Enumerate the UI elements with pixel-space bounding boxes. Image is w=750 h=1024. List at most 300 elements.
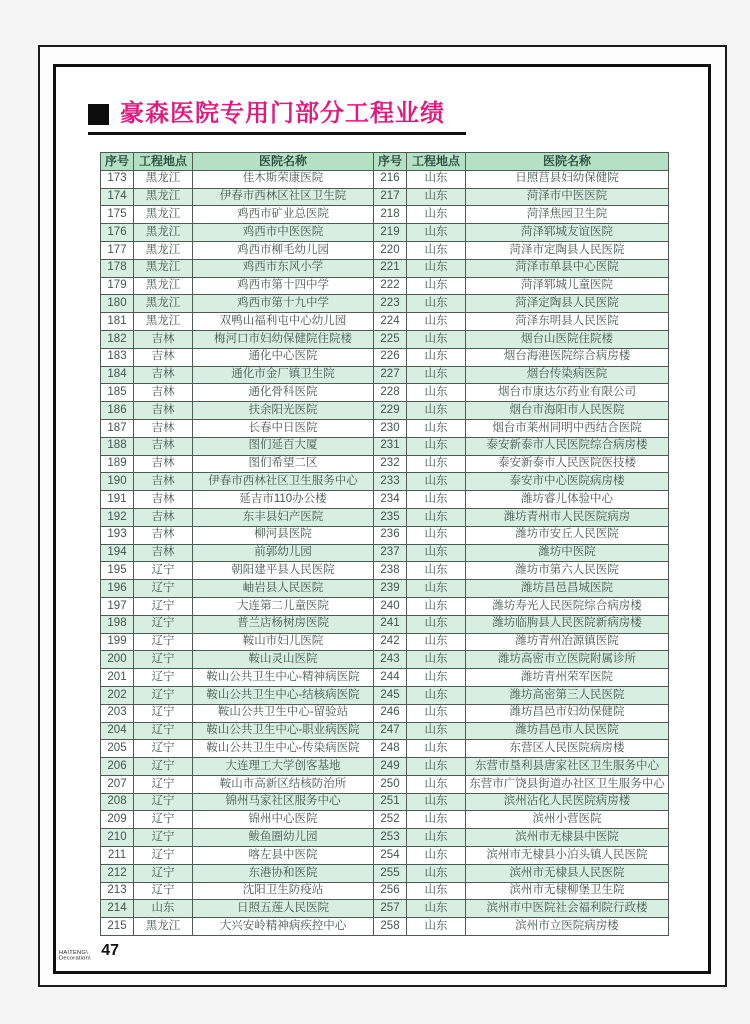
- location-cell: 辽宁: [134, 882, 193, 900]
- seq-cell: 249: [374, 758, 407, 776]
- location-cell: 黑龙江: [134, 188, 193, 206]
- hospital-cell: 菏泽市定陶县人民医院: [466, 241, 669, 259]
- table-row: [101, 330, 669, 348]
- hospital-cell: 岫岩县人民医院: [193, 580, 374, 598]
- seq-cell: 241: [374, 615, 407, 633]
- location-cell: 山东: [407, 491, 466, 509]
- location-cell: 山东: [134, 900, 193, 918]
- hospital-cell: 长春中日医院: [193, 419, 374, 437]
- table-row: [101, 259, 669, 277]
- hospital-cell: 喀左县中医院: [193, 847, 374, 865]
- seq-cell: 206: [101, 758, 134, 776]
- table-row: [101, 633, 669, 651]
- seq-cell: 210: [101, 829, 134, 847]
- table-row: [101, 864, 669, 882]
- seq-cell: 253: [374, 829, 407, 847]
- hospital-cell: 朝阳建平县人民医院: [193, 562, 374, 580]
- hospital-cell: 鸡西市柳毛幼儿园: [193, 241, 374, 259]
- location-cell: 山东: [407, 633, 466, 651]
- seq-cell: 230: [374, 419, 407, 437]
- location-cell: 辽宁: [134, 580, 193, 598]
- location-cell: 辽宁: [134, 597, 193, 615]
- hospital-cell: 潍坊青州冶源镇医院: [466, 633, 669, 651]
- location-cell: 吉林: [134, 491, 193, 509]
- location-cell: 辽宁: [134, 686, 193, 704]
- seq-cell: 228: [374, 384, 407, 402]
- hospital-cell: 鞍山公共卫生中心-职业病医院: [193, 722, 374, 740]
- seq-cell: 231: [374, 437, 407, 455]
- table-row: [101, 402, 669, 420]
- seq-cell: 251: [374, 793, 407, 811]
- table-row: [101, 793, 669, 811]
- seq-cell: 246: [374, 704, 407, 722]
- location-cell: 山东: [407, 704, 466, 722]
- hospital-cell: 潍坊昌邑市人民医院: [466, 722, 669, 740]
- hospital-cell: 鞍山市高新区结核防治所: [193, 775, 374, 793]
- seq-cell: 200: [101, 651, 134, 669]
- seq-cell: 219: [374, 224, 407, 242]
- hospital-cell: 锦州马家社区服务中心: [193, 793, 374, 811]
- table-row: [101, 384, 669, 402]
- location-cell: 黑龙江: [134, 241, 193, 259]
- seq-cell: 187: [101, 419, 134, 437]
- hospital-cell: 伊春市西林区社区卫生院: [193, 188, 374, 206]
- seq-cell: 204: [101, 722, 134, 740]
- table-row: [101, 740, 669, 758]
- seq-cell: 203: [101, 704, 134, 722]
- location-cell: 山东: [407, 580, 466, 598]
- table-row: [101, 775, 669, 793]
- location-cell: 辽宁: [134, 829, 193, 847]
- hospital-cell: 大连理工大学创客基地: [193, 758, 374, 776]
- seq-cell: 242: [374, 633, 407, 651]
- hospital-cell: 潍坊高密第三人民医院: [466, 686, 669, 704]
- seq-cell: 258: [374, 918, 407, 936]
- location-cell: 山东: [407, 295, 466, 313]
- location-cell: 山东: [407, 651, 466, 669]
- seq-cell: 218: [374, 206, 407, 224]
- location-cell: 山东: [407, 829, 466, 847]
- location-cell: 山东: [407, 740, 466, 758]
- table-row: [101, 455, 669, 473]
- location-cell: 黑龙江: [134, 277, 193, 295]
- seq-cell: 229: [374, 402, 407, 420]
- column-header: 工程地点: [407, 153, 466, 171]
- location-cell: 山东: [407, 882, 466, 900]
- location-cell: 山东: [407, 313, 466, 331]
- seq-cell: 257: [374, 900, 407, 918]
- seq-cell: 225: [374, 330, 407, 348]
- location-cell: 山东: [407, 170, 466, 188]
- table-row: [101, 224, 669, 242]
- location-cell: 山东: [407, 544, 466, 562]
- location-cell: 山东: [407, 811, 466, 829]
- hospital-cell: 前郭幼儿园: [193, 544, 374, 562]
- location-cell: 吉林: [134, 508, 193, 526]
- hospital-cell: 鸡西市第十四中学: [193, 277, 374, 295]
- seq-cell: 181: [101, 313, 134, 331]
- table-row: [101, 722, 669, 740]
- hospital-cell: 通化中心医院: [193, 348, 374, 366]
- seq-cell: 197: [101, 597, 134, 615]
- seq-cell: 175: [101, 206, 134, 224]
- table-header-row: [101, 153, 669, 171]
- location-cell: 山东: [407, 686, 466, 704]
- seq-cell: 183: [101, 348, 134, 366]
- hospital-cell: 延吉市110办公楼: [193, 491, 374, 509]
- seq-cell: 256: [374, 882, 407, 900]
- hospital-cell: 日照莒县妇幼保健院: [466, 170, 669, 188]
- seq-cell: 250: [374, 775, 407, 793]
- table-row: [101, 526, 669, 544]
- table-row: [101, 562, 669, 580]
- hospital-cell: 伊春市西林社区卫生服务中心: [193, 473, 374, 491]
- location-cell: 辽宁: [134, 633, 193, 651]
- seq-cell: 202: [101, 686, 134, 704]
- page-title: 豪森医院专用门部分工程业绩: [120, 100, 445, 127]
- seq-cell: 248: [374, 740, 407, 758]
- location-cell: 山东: [407, 508, 466, 526]
- seq-cell: 226: [374, 348, 407, 366]
- hospital-cell: 潍坊市第六人民医院: [466, 562, 669, 580]
- seq-cell: 186: [101, 402, 134, 420]
- table-row: [101, 277, 669, 295]
- seq-cell: 196: [101, 580, 134, 598]
- hospital-cell: 普兰店杨树房医院: [193, 615, 374, 633]
- table-row: [101, 847, 669, 865]
- location-cell: 山东: [407, 277, 466, 295]
- hospital-cell: 潍坊寿光人民医院综合病房楼: [466, 597, 669, 615]
- hospital-cell: 通化骨科医院: [193, 384, 374, 402]
- hospital-cell: 大连第二儿童医院: [193, 597, 374, 615]
- seq-cell: 212: [101, 864, 134, 882]
- seq-cell: 244: [374, 669, 407, 687]
- seq-cell: 184: [101, 366, 134, 384]
- location-cell: 山东: [407, 864, 466, 882]
- seq-cell: 235: [374, 508, 407, 526]
- table-row: [101, 295, 669, 313]
- location-cell: 吉林: [134, 544, 193, 562]
- seq-cell: 205: [101, 740, 134, 758]
- location-cell: 山东: [407, 402, 466, 420]
- table-row: [101, 615, 669, 633]
- table-row: [101, 508, 669, 526]
- seq-cell: 207: [101, 775, 134, 793]
- hospital-cell: 潍坊青州市人民医院病房: [466, 508, 669, 526]
- table-row: [101, 419, 669, 437]
- location-cell: 辽宁: [134, 864, 193, 882]
- hospital-cell: 滨州市无棣县小泊头镇人民医院: [466, 847, 669, 865]
- table-row: [101, 811, 669, 829]
- table-row: [101, 900, 669, 918]
- location-cell: 山东: [407, 615, 466, 633]
- table-row: [101, 829, 669, 847]
- brand-logo: [59, 950, 91, 960]
- location-cell: 山东: [407, 241, 466, 259]
- table-row: [101, 348, 669, 366]
- table-row: [101, 188, 669, 206]
- seq-cell: 176: [101, 224, 134, 242]
- table-row: [101, 651, 669, 669]
- hospital-cell: 佳木斯荣康医院: [193, 170, 374, 188]
- location-cell: 山东: [407, 224, 466, 242]
- hospital-cell: 潍坊青州荣军医院: [466, 669, 669, 687]
- seq-cell: 193: [101, 526, 134, 544]
- hospital-cell: 滨州市立医院病房楼: [466, 918, 669, 936]
- location-cell: 山东: [407, 206, 466, 224]
- table-row: [101, 882, 669, 900]
- hospital-cell: 扶余阳光医院: [193, 402, 374, 420]
- location-cell: 山东: [407, 419, 466, 437]
- seq-cell: 192: [101, 508, 134, 526]
- location-cell: 辽宁: [134, 704, 193, 722]
- seq-cell: 178: [101, 259, 134, 277]
- location-cell: 吉林: [134, 402, 193, 420]
- location-cell: 辽宁: [134, 793, 193, 811]
- location-cell: 辽宁: [134, 562, 193, 580]
- column-header: 医院名称: [466, 153, 669, 171]
- hospital-cell: 鞍山灵山医院: [193, 651, 374, 669]
- brand-line2: Decoration\: [59, 954, 91, 961]
- seq-cell: 220: [374, 241, 407, 259]
- table-row: [101, 241, 669, 259]
- column-header: 序号: [374, 153, 407, 171]
- seq-cell: 198: [101, 615, 134, 633]
- hospital-cell: 日照五莲人民医院: [193, 900, 374, 918]
- location-cell: 山东: [407, 918, 466, 936]
- table-row: [101, 669, 669, 687]
- location-cell: 山东: [407, 384, 466, 402]
- location-cell: 山东: [407, 900, 466, 918]
- seq-cell: 190: [101, 473, 134, 491]
- hospital-cell: 鞍山公共卫生中心-传染病医院: [193, 740, 374, 758]
- location-cell: 山东: [407, 526, 466, 544]
- seq-cell: 209: [101, 811, 134, 829]
- location-cell: 吉林: [134, 330, 193, 348]
- hospital-cell: 潍坊昌邑市妇幼保健院: [466, 704, 669, 722]
- location-cell: 吉林: [134, 437, 193, 455]
- location-cell: 山东: [407, 758, 466, 776]
- location-cell: 山东: [407, 722, 466, 740]
- table-row: [101, 544, 669, 562]
- hospital-cell: 潍坊中医院: [466, 544, 669, 562]
- hospital-cell: 烟台海港医院综合病房楼: [466, 348, 669, 366]
- hospital-cell: 潍坊高密市立医院附属诊所: [466, 651, 669, 669]
- location-cell: 山东: [407, 597, 466, 615]
- hospital-cell: 鲅鱼圈幼儿园: [193, 829, 374, 847]
- table-row: [101, 597, 669, 615]
- seq-cell: 189: [101, 455, 134, 473]
- seq-cell: 182: [101, 330, 134, 348]
- seq-cell: 211: [101, 847, 134, 865]
- hospital-cell: 泰安市中心医院病房楼: [466, 473, 669, 491]
- hospital-cell: 大兴安岭精神病疾控中心: [193, 918, 374, 936]
- hospital-cell: 鞍山公共卫生中心-精神病医院: [193, 669, 374, 687]
- hospital-cell: 鸡西市矿业总医院: [193, 206, 374, 224]
- hospital-cell: 滨州沾化人民医院病房楼: [466, 793, 669, 811]
- table-row: [101, 686, 669, 704]
- hospital-cell: 图们延百大厦: [193, 437, 374, 455]
- seq-cell: 177: [101, 241, 134, 259]
- hospital-cell: 图们希望二区: [193, 455, 374, 473]
- table-row: [101, 313, 669, 331]
- hospital-cell: 滨州市中医院社会福利院行政楼: [466, 900, 669, 918]
- seq-cell: 188: [101, 437, 134, 455]
- seq-cell: 245: [374, 686, 407, 704]
- location-cell: 山东: [407, 437, 466, 455]
- hospital-cell: 菏泽定陶县人民医院: [466, 295, 669, 313]
- seq-cell: 217: [374, 188, 407, 206]
- seq-cell: 234: [374, 491, 407, 509]
- location-cell: 辽宁: [134, 722, 193, 740]
- hospital-cell: 东营市垦利县唐家社区卫生服务中心: [466, 758, 669, 776]
- seq-cell: 215: [101, 918, 134, 936]
- table-row: [101, 704, 669, 722]
- location-cell: 黑龙江: [134, 313, 193, 331]
- hospital-cell: 鸡西市第十九中学: [193, 295, 374, 313]
- hospital-cell: 烟台市海阳市人民医院: [466, 402, 669, 420]
- table-row: [101, 580, 669, 598]
- seq-cell: 222: [374, 277, 407, 295]
- seq-cell: 195: [101, 562, 134, 580]
- hospital-cell: 潍坊昌邑昌城医院: [466, 580, 669, 598]
- seq-cell: 227: [374, 366, 407, 384]
- hospital-cell: 潍坊睿儿体验中心: [466, 491, 669, 509]
- seq-cell: 237: [374, 544, 407, 562]
- seq-cell: 185: [101, 384, 134, 402]
- hospital-cell: 鸡西市东风小学: [193, 259, 374, 277]
- hospital-cell: 柳河县医院: [193, 526, 374, 544]
- table-row: [101, 473, 669, 491]
- hospital-cell: 菏泽郓城儿童医院: [466, 277, 669, 295]
- location-cell: 山东: [407, 473, 466, 491]
- seq-cell: 255: [374, 864, 407, 882]
- hospital-cell: 滨州市无棣县人民医院: [466, 864, 669, 882]
- hospital-cell: 鞍山市妇儿医院: [193, 633, 374, 651]
- hospital-cell: 东营市广饶县街道办社区卫生服务中心: [466, 775, 669, 793]
- hospital-cell: 东营区人民医院病房楼: [466, 740, 669, 758]
- hospital-cell: 滨州市无棣柳堡卫生院: [466, 882, 669, 900]
- location-cell: 黑龙江: [134, 918, 193, 936]
- hospital-cell: 鞍山公共卫生中心-留验站: [193, 704, 374, 722]
- hospital-cell: 锦州中心医院: [193, 811, 374, 829]
- table-row: [101, 491, 669, 509]
- title-bullet-square-icon: [88, 104, 109, 125]
- location-cell: 吉林: [134, 473, 193, 491]
- seq-cell: 223: [374, 295, 407, 313]
- hospital-cell: 通化市金厂镇卫生院: [193, 366, 374, 384]
- seq-cell: 174: [101, 188, 134, 206]
- location-cell: 山东: [407, 775, 466, 793]
- location-cell: 辽宁: [134, 847, 193, 865]
- location-cell: 吉林: [134, 419, 193, 437]
- column-header: 工程地点: [134, 153, 193, 171]
- page-number: 47: [101, 942, 120, 959]
- hospital-cell: 鸡西市中医医院: [193, 224, 374, 242]
- projects-table: [100, 152, 669, 936]
- table-row: [101, 366, 669, 384]
- location-cell: 山东: [407, 847, 466, 865]
- seq-cell: 239: [374, 580, 407, 598]
- seq-cell: 199: [101, 633, 134, 651]
- column-header: 序号: [101, 153, 134, 171]
- hospital-cell: 菏泽东明县人民医院: [466, 313, 669, 331]
- location-cell: 辽宁: [134, 775, 193, 793]
- seq-cell: 216: [374, 170, 407, 188]
- location-cell: 黑龙江: [134, 170, 193, 188]
- location-cell: 山东: [407, 259, 466, 277]
- location-cell: 山东: [407, 562, 466, 580]
- hospital-cell: 泰安新泰市人民医院医技楼: [466, 455, 669, 473]
- seq-cell: 232: [374, 455, 407, 473]
- location-cell: 吉林: [134, 526, 193, 544]
- location-cell: 吉林: [134, 348, 193, 366]
- hospital-cell: 潍坊临朐县人民医院新病房楼: [466, 615, 669, 633]
- page-footer: [59, 942, 119, 960]
- location-cell: 辽宁: [134, 740, 193, 758]
- location-cell: 黑龙江: [134, 295, 193, 313]
- hospital-cell: 烟台山医院住院楼: [466, 330, 669, 348]
- location-cell: 山东: [407, 669, 466, 687]
- seq-cell: 208: [101, 793, 134, 811]
- hospital-cell: 滨州小营医院: [466, 811, 669, 829]
- location-cell: 辽宁: [134, 811, 193, 829]
- seq-cell: 247: [374, 722, 407, 740]
- hospital-cell: 梅河口市妇幼保健院住院楼: [193, 330, 374, 348]
- hospital-cell: 菏泽郓城友谊医院: [466, 224, 669, 242]
- page-title-block: [88, 101, 466, 135]
- hospital-cell: 菏泽焦园卫生院: [466, 206, 669, 224]
- location-cell: 山东: [407, 793, 466, 811]
- location-cell: 山东: [407, 330, 466, 348]
- hospital-cell: 东港协和医院: [193, 864, 374, 882]
- location-cell: 山东: [407, 366, 466, 384]
- seq-cell: 173: [101, 170, 134, 188]
- location-cell: 辽宁: [134, 615, 193, 633]
- hospital-cell: 潍坊市安丘人民医院: [466, 526, 669, 544]
- table-row: [101, 170, 669, 188]
- seq-cell: 233: [374, 473, 407, 491]
- column-header: 医院名称: [193, 153, 374, 171]
- location-cell: 黑龙江: [134, 259, 193, 277]
- hospital-cell: 沈阳卫生防疫站: [193, 882, 374, 900]
- seq-cell: 221: [374, 259, 407, 277]
- hospital-cell: 东丰县妇产医院: [193, 508, 374, 526]
- hospital-cell: 烟台传染病医院: [466, 366, 669, 384]
- seq-cell: 201: [101, 669, 134, 687]
- table-row: [101, 758, 669, 776]
- brand-line1: HAITENG\: [59, 949, 88, 956]
- table-row: [101, 437, 669, 455]
- seq-cell: 243: [374, 651, 407, 669]
- hospital-cell: 双鸭山福利屯中心幼儿园: [193, 313, 374, 331]
- location-cell: 黑龙江: [134, 206, 193, 224]
- location-cell: 吉林: [134, 384, 193, 402]
- hospital-cell: 烟台市康达尔药业有限公司: [466, 384, 669, 402]
- hospital-cell: 烟台市莱州同明中西结合医院: [466, 419, 669, 437]
- seq-cell: 224: [374, 313, 407, 331]
- location-cell: 山东: [407, 348, 466, 366]
- hospital-cell: 鞍山公共卫生中心-结核病医院: [193, 686, 374, 704]
- seq-cell: 238: [374, 562, 407, 580]
- seq-cell: 236: [374, 526, 407, 544]
- hospital-cell: 滨州市无棣县中医院: [466, 829, 669, 847]
- seq-cell: 252: [374, 811, 407, 829]
- location-cell: 山东: [407, 188, 466, 206]
- seq-cell: 213: [101, 882, 134, 900]
- seq-cell: 240: [374, 597, 407, 615]
- seq-cell: 180: [101, 295, 134, 313]
